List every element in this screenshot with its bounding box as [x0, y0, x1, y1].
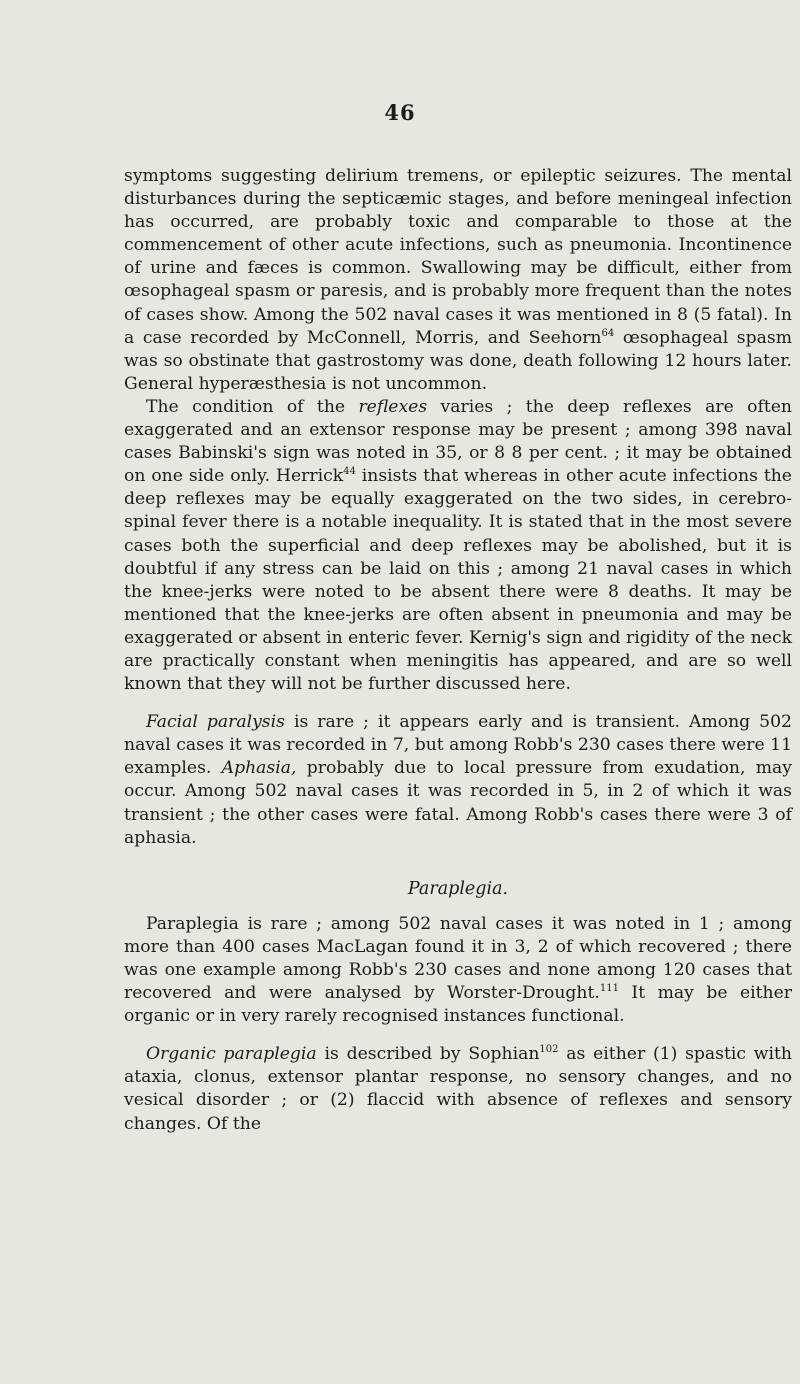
reference-number: 102: [539, 1044, 559, 1056]
section-heading: Paraplegia.: [407, 878, 509, 899]
italic-term: Aphasia,: [221, 758, 297, 779]
paragraph-text: insists that whereas in other acute infections the deep reflexes may be equally exaggerated on the two sides, in cerebro-spinal fever there is a notable inequality. It is stated that in the most severe cases both the superficial and deep reflexes may be abolished, but it is doubtful if any stress can be laid on this ; among 21 naval cases in which the knee-jerks were noted to be absent there were 8 deaths. It may be mentioned that the knee-jerks are often absent in pneumonia and may be exaggerated or absent in enteric fever. Kernig's sign and rigidity of the neck are practically constant when meningitis has appeared, and are so well known that they will not be further discussed here.: [124, 466, 792, 695]
paragraph-paraplegia: [124, 913, 792, 1028]
paragraph-organic-paraplegia: [124, 1043, 792, 1135]
italic-term: Facial paralysis: [146, 712, 285, 733]
italic-term: reflexes: [358, 396, 428, 417]
paragraph-text: œsophageal spasm was so obstinate that gastrostomy was done, death following 12 hours later. General hyperæsthesia is not uncommon.: [124, 327, 792, 394]
paragraph-text: It may be either organic or in very rarely recognised instances functional.: [124, 983, 792, 1027]
paragraph-text: probably due to local pressure from exudation, may occur. Among 502 naval cases it was recorded in 5, in 2 of which it was transient ; the other cases were fatal. Among Robb's cases there were 3 of aphasia.: [124, 758, 792, 848]
paragraph-text: is described by Sophian: [316, 1044, 540, 1065]
reference-number: 44: [343, 466, 356, 478]
reference-number: 111: [599, 983, 619, 995]
body-text: [124, 165, 792, 1136]
paragraph-reflexes: [124, 396, 792, 696]
paragraph-text: as either (1) spastic with ataxia, clonus, extensor plantar response, no sensory changes, and no vesical disorder ; or (2) flaccid with absence of reflexes and sensory changes. Of the: [124, 1044, 792, 1134]
paragraph-text: Paraplegia is rare ; among 502 naval cases it was noted in 1 ; among more than 400 cases MacLagan found it in 3, 2 of which recovered ; there was one example among Robb's 230 cases and none among 120 cases that recovered and were analysed by Worster-Drought.: [124, 913, 792, 1004]
reference-number: 64: [601, 327, 615, 339]
paragraph-text: symptoms suggesting delirium tremens, or epileptic seizures. The mental disturbances during the septicæmic stages, and before meningeal infection has occurred, are probably toxic and comparable to those at the commencement of other acute infections, such as pneumonia. Incontinence of urine and fæces is common. Swallowing may be difficult, either from œsophageal spasm or paresis, and is probably more frequent than the notes of cases show. Among the 502 naval cases it was mentioned in 8 (5 fatal). In a case recorded by McConnell, Morris, and Seehorn: [124, 166, 792, 348]
italic-term: Organic paraplegia: [146, 1044, 317, 1065]
paragraph-delirium: [124, 165, 792, 396]
paragraph-text: is rare ; it appears early and is transient. Among 502 naval cases it was recorded in 7, but among Robb's 230 cases there were 11 examples.: [124, 712, 792, 779]
paragraph-text: The condition of the: [146, 396, 359, 417]
page-number: 46: [384, 100, 416, 125]
paragraph-text: varies ; the deep reflexes are often exaggerated and an extensor response may be present ; among 398 naval cases Babinski's sign was noted in 35, or 8 8 per cent. ; it may be obtained on one side only. Herrick: [124, 396, 792, 487]
paragraph-facial-paralysis: [124, 711, 792, 850]
